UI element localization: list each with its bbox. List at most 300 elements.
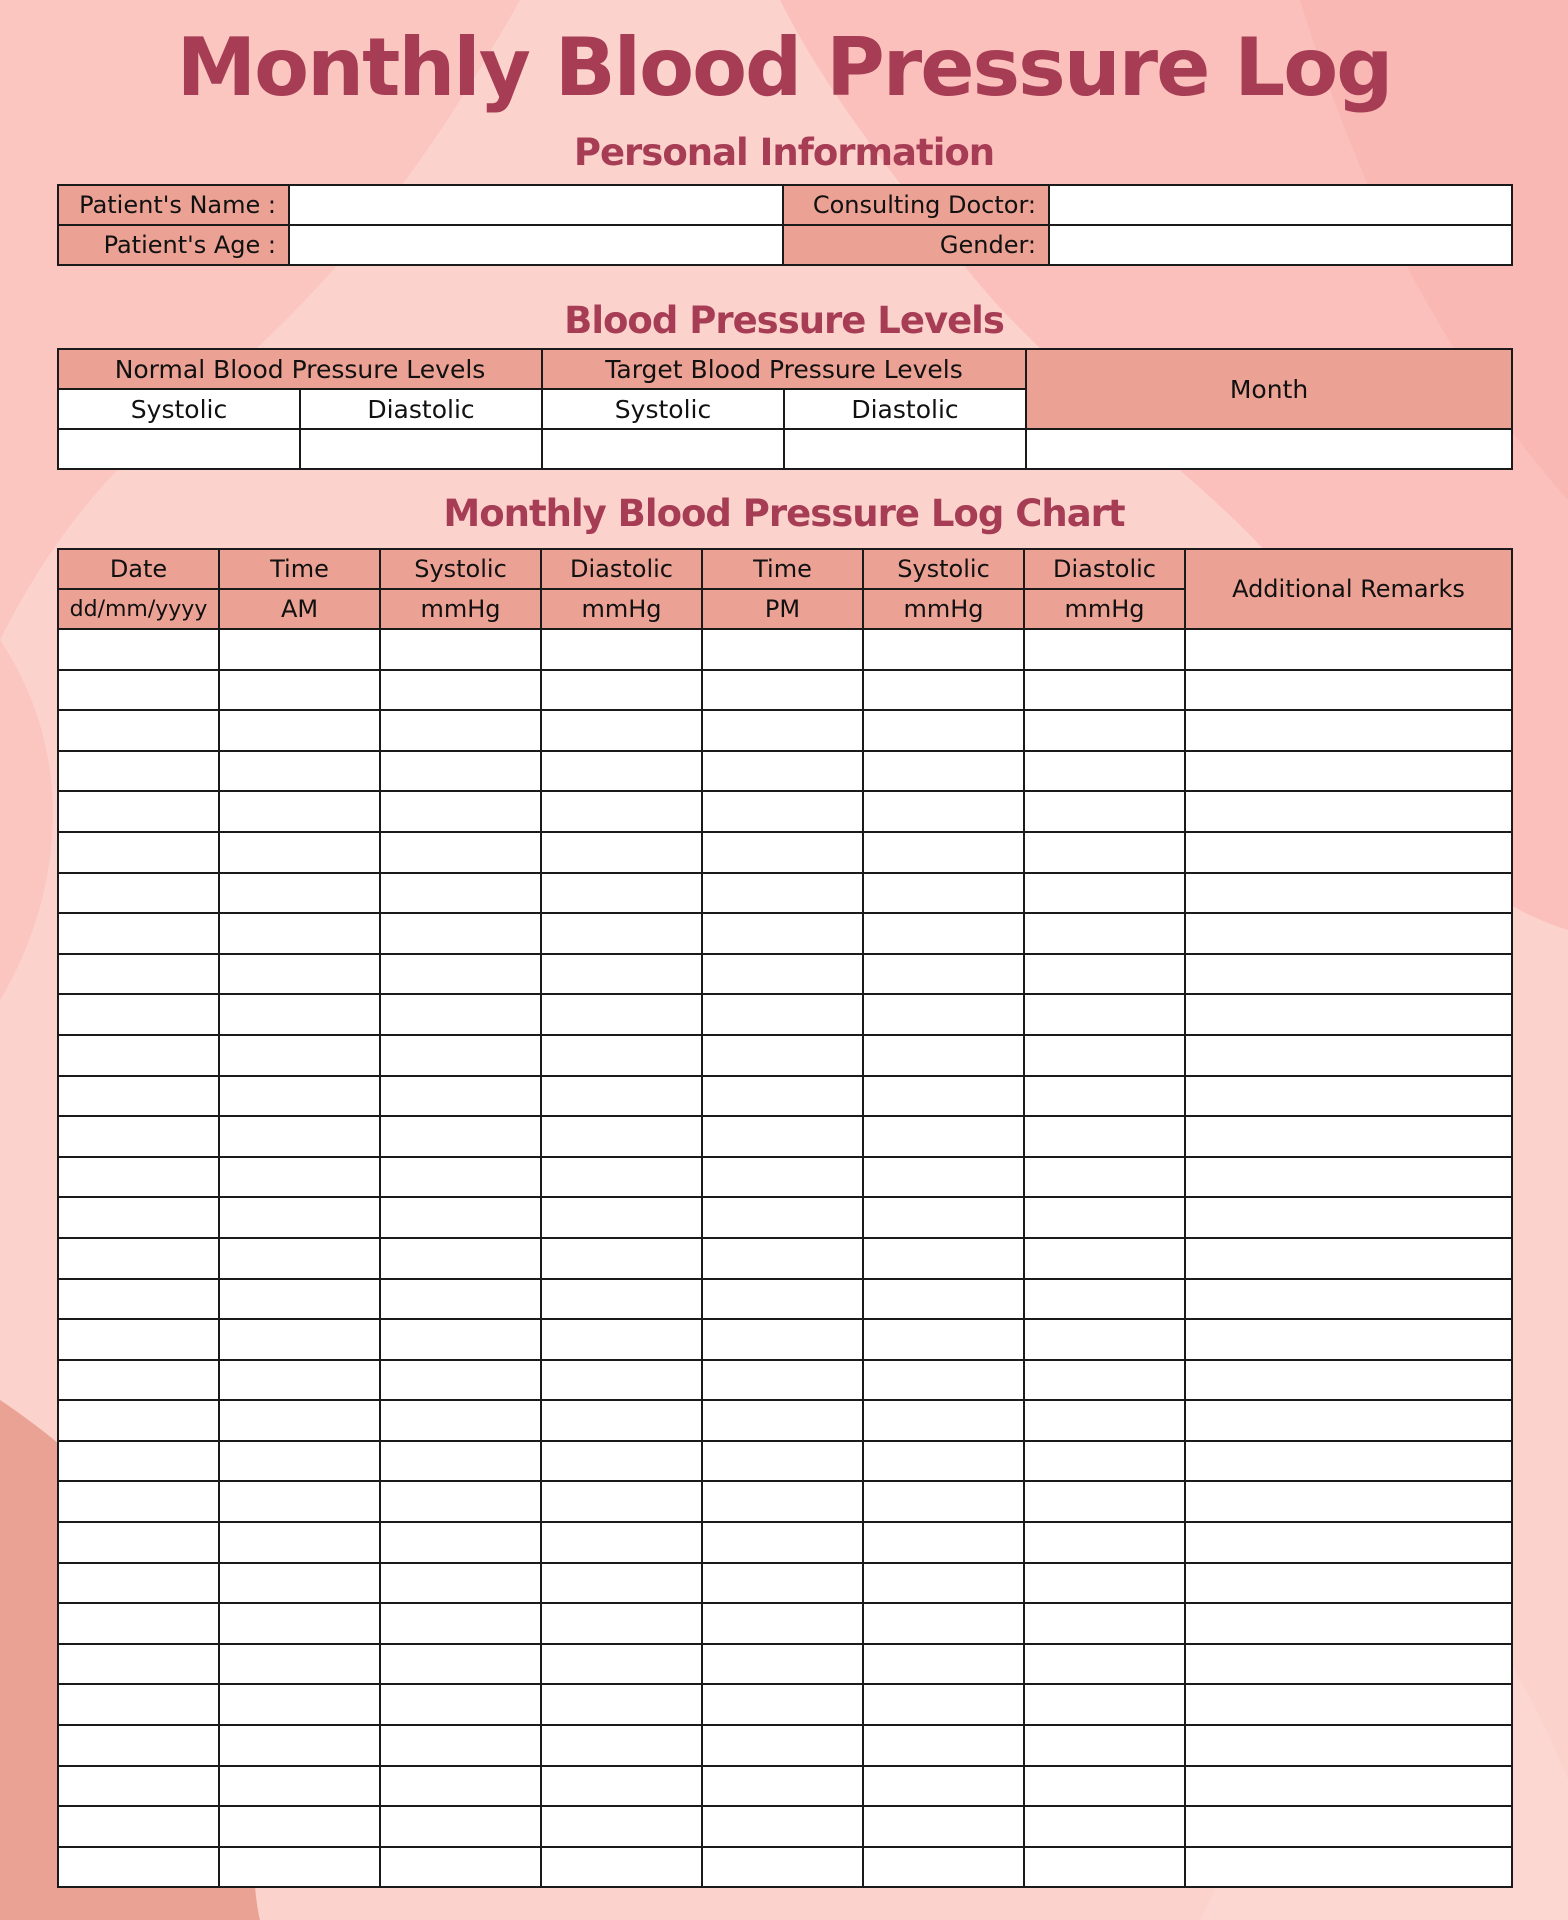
am-systolic-cell[interactable] (380, 1116, 541, 1157)
am-systolic-cell[interactable] (380, 832, 541, 873)
date-cell[interactable] (58, 1603, 219, 1644)
time-am-cell[interactable] (219, 1319, 380, 1360)
remarks-cell[interactable] (1185, 1481, 1512, 1522)
date-cell[interactable] (58, 1157, 219, 1198)
am-diastolic-cell[interactable] (541, 1319, 702, 1360)
log-row (58, 913, 1512, 954)
am-systolic-cell[interactable] (380, 913, 541, 954)
pm-systolic-cell[interactable] (863, 1319, 1024, 1360)
am-diastolic-cell[interactable] (541, 751, 702, 792)
remarks-cell[interactable] (1185, 1319, 1512, 1360)
remarks-cell[interactable] (1185, 913, 1512, 954)
date-cell[interactable] (58, 1563, 219, 1604)
target-diastolic-header: Diastolic (784, 389, 1026, 429)
pm-systolic-cell[interactable] (863, 913, 1024, 954)
am-systolic-cell[interactable] (380, 670, 541, 711)
time-pm-cell[interactable] (702, 1319, 863, 1360)
am-diastolic-cell[interactable] (541, 1481, 702, 1522)
am-diastolic-cell[interactable] (541, 629, 702, 670)
pm-diastolic-cell[interactable] (1024, 1360, 1185, 1401)
pm-diastolic-cell[interactable] (1024, 751, 1185, 792)
am-diastolic-cell[interactable] (541, 873, 702, 914)
am-systolic-cell[interactable] (380, 1441, 541, 1482)
date-cell[interactable] (58, 1806, 219, 1847)
pm-diastolic-cell[interactable] (1024, 1481, 1185, 1522)
time-pm-cell[interactable] (702, 1725, 863, 1766)
remarks-cell[interactable] (1185, 1847, 1512, 1888)
time-am-cell[interactable] (219, 1766, 380, 1807)
time-am-cell[interactable] (219, 1076, 380, 1117)
pm-systolic-cell[interactable] (863, 994, 1024, 1035)
pm-systolic-unit: mmHg (863, 589, 1024, 629)
time-am-cell[interactable] (219, 1563, 380, 1604)
pm-systolic-cell[interactable] (863, 1481, 1024, 1522)
time-am-cell[interactable] (219, 1279, 380, 1320)
time-pm-cell[interactable] (702, 832, 863, 873)
remarks-cell[interactable] (1185, 1197, 1512, 1238)
am-diastolic-cell[interactable] (541, 791, 702, 832)
am-diastolic-cell[interactable] (541, 832, 702, 873)
date-cell[interactable] (58, 1847, 219, 1888)
patient-name-field[interactable] (289, 185, 783, 225)
pm-systolic-cell[interactable] (863, 1441, 1024, 1482)
blood-pressure-levels-table (57, 348, 1513, 470)
pm-systolic-cell[interactable] (863, 1076, 1024, 1117)
am-systolic-cell[interactable] (380, 1766, 541, 1807)
pm-diastolic-cell[interactable] (1024, 1157, 1185, 1198)
am-diastolic-cell[interactable] (541, 1360, 702, 1401)
pm-systolic-cell[interactable] (863, 670, 1024, 711)
pm-systolic-cell[interactable] (863, 1725, 1024, 1766)
time-am-cell[interactable] (219, 1847, 380, 1888)
time-am-cell[interactable] (219, 1197, 380, 1238)
time-pm-cell[interactable] (702, 1481, 863, 1522)
remarks-cell[interactable] (1185, 994, 1512, 1035)
remarks-cell[interactable] (1185, 1684, 1512, 1725)
time-pm-cell[interactable] (702, 1684, 863, 1725)
pm-systolic-cell[interactable] (863, 1400, 1024, 1441)
date-cell[interactable] (58, 1197, 219, 1238)
am-systolic-cell[interactable] (380, 791, 541, 832)
time-pm-cell[interactable] (702, 1806, 863, 1847)
time-am-cell[interactable] (219, 1644, 380, 1685)
time-pm-cell[interactable] (702, 994, 863, 1035)
pm-diastolic-cell[interactable] (1024, 1603, 1185, 1644)
am-diastolic-cell[interactable] (541, 1522, 702, 1563)
am-diastolic-cell[interactable] (541, 1644, 702, 1685)
am-diastolic-cell[interactable] (541, 994, 702, 1035)
pm-diastolic-cell[interactable] (1024, 913, 1185, 954)
pm-diastolic-cell[interactable] (1024, 1076, 1185, 1117)
pm-systolic-cell[interactable] (863, 1603, 1024, 1644)
time-pm-cell[interactable] (702, 1076, 863, 1117)
remarks-cell[interactable] (1185, 1035, 1512, 1076)
pm-header: PM (702, 589, 863, 629)
pm-diastolic-cell[interactable] (1024, 710, 1185, 751)
remarks-cell[interactable] (1185, 1238, 1512, 1279)
remarks-cell[interactable] (1185, 1563, 1512, 1604)
am-systolic-unit: mmHg (380, 589, 541, 629)
remarks-cell[interactable] (1185, 1279, 1512, 1320)
remarks-cell[interactable] (1185, 1725, 1512, 1766)
date-cell[interactable] (58, 832, 219, 873)
date-cell[interactable] (58, 994, 219, 1035)
remarks-cell[interactable] (1185, 710, 1512, 751)
pm-diastolic-cell[interactable] (1024, 1116, 1185, 1157)
date-cell[interactable] (58, 873, 219, 914)
date-cell[interactable] (58, 1400, 219, 1441)
time-am-cell[interactable] (219, 1481, 380, 1522)
date-cell[interactable] (58, 1279, 219, 1320)
am-systolic-cell[interactable] (380, 1603, 541, 1644)
personal-information-table (57, 184, 1513, 266)
am-diastolic-cell[interactable] (541, 1441, 702, 1482)
log-row (58, 791, 1512, 832)
target-systolic-field[interactable] (542, 429, 784, 469)
am-systolic-cell[interactable] (380, 954, 541, 995)
am-diastolic-cell[interactable] (541, 1806, 702, 1847)
log-row (58, 1360, 1512, 1401)
am-systolic-header: Systolic (380, 549, 541, 589)
pm-diastolic-cell[interactable] (1024, 1238, 1185, 1279)
month-field[interactable] (1026, 429, 1512, 469)
pm-diastolic-cell[interactable] (1024, 629, 1185, 670)
pm-systolic-cell[interactable] (863, 832, 1024, 873)
remarks-cell[interactable] (1185, 1157, 1512, 1198)
log-row (58, 1035, 1512, 1076)
am-systolic-cell[interactable] (380, 629, 541, 670)
am-systolic-cell[interactable] (380, 1806, 541, 1847)
remarks-cell[interactable] (1185, 1644, 1512, 1685)
pm-diastolic-cell[interactable] (1024, 1644, 1185, 1685)
date-cell[interactable] (58, 1684, 219, 1725)
log-row (58, 1806, 1512, 1847)
pm-diastolic-cell[interactable] (1024, 994, 1185, 1035)
time-pm-cell[interactable] (702, 913, 863, 954)
am-systolic-cell[interactable] (380, 1319, 541, 1360)
pm-diastolic-cell[interactable] (1024, 1522, 1185, 1563)
am-systolic-cell[interactable] (380, 994, 541, 1035)
date-format-header: dd/mm/yyyy (58, 589, 219, 629)
date-cell[interactable] (58, 751, 219, 792)
am-diastolic-cell[interactable] (541, 1076, 702, 1117)
am-diastolic-cell[interactable] (541, 1238, 702, 1279)
date-cell[interactable] (58, 1766, 219, 1807)
pm-systolic-cell[interactable] (863, 751, 1024, 792)
remarks-cell[interactable] (1185, 1116, 1512, 1157)
time-am-cell[interactable] (219, 954, 380, 995)
time-pm-cell[interactable] (702, 1360, 863, 1401)
am-systolic-cell[interactable] (380, 710, 541, 751)
time-am-cell[interactable] (219, 670, 380, 711)
pm-diastolic-cell[interactable] (1024, 1279, 1185, 1320)
log-row (58, 1400, 1512, 1441)
log-row (58, 954, 1512, 995)
additional-remarks-header: Additional Remarks (1185, 549, 1512, 629)
pm-systolic-cell[interactable] (863, 1157, 1024, 1198)
remarks-cell[interactable] (1185, 629, 1512, 670)
date-cell[interactable] (58, 1116, 219, 1157)
log-row (58, 670, 1512, 711)
pm-systolic-cell[interactable] (863, 1684, 1024, 1725)
pm-systolic-cell[interactable] (863, 710, 1024, 751)
pm-systolic-cell[interactable] (863, 629, 1024, 670)
time-am-cell[interactable] (219, 1157, 380, 1198)
time-am-cell[interactable] (219, 1238, 380, 1279)
am-systolic-cell[interactable] (380, 1035, 541, 1076)
pm-diastolic-cell[interactable] (1024, 1766, 1185, 1807)
am-systolic-cell[interactable] (380, 1563, 541, 1604)
pm-systolic-cell[interactable] (863, 1116, 1024, 1157)
time-pm-cell[interactable] (702, 1116, 863, 1157)
pm-systolic-cell[interactable] (863, 791, 1024, 832)
date-cell[interactable] (58, 791, 219, 832)
time-am-cell[interactable] (219, 1360, 380, 1401)
gender-field[interactable] (1049, 225, 1512, 265)
date-cell[interactable] (58, 1238, 219, 1279)
log-entries (58, 629, 1512, 1887)
date-cell[interactable] (58, 1035, 219, 1076)
time-am-cell[interactable] (219, 791, 380, 832)
am-diastolic-cell[interactable] (541, 1847, 702, 1888)
pm-diastolic-cell[interactable] (1024, 1684, 1185, 1725)
date-cell[interactable] (58, 1076, 219, 1117)
pm-diastolic-cell[interactable] (1024, 1725, 1185, 1766)
time-pm-cell[interactable] (702, 1035, 863, 1076)
month-header: Month (1026, 349, 1512, 429)
pm-diastolic-cell[interactable] (1024, 791, 1185, 832)
am-systolic-cell[interactable] (380, 1644, 541, 1685)
time-pm-cell[interactable] (702, 670, 863, 711)
time-am-cell[interactable] (219, 1522, 380, 1563)
time-pm-header: Time (702, 549, 863, 589)
remarks-cell[interactable] (1185, 1360, 1512, 1401)
am-systolic-cell[interactable] (380, 1481, 541, 1522)
pm-systolic-cell[interactable] (863, 1766, 1024, 1807)
time-pm-cell[interactable] (702, 1197, 863, 1238)
time-pm-cell[interactable] (702, 1603, 863, 1644)
am-systolic-cell[interactable] (380, 1238, 541, 1279)
date-cell[interactable] (58, 629, 219, 670)
time-am-cell[interactable] (219, 994, 380, 1035)
log-row (58, 873, 1512, 914)
log-row (58, 1766, 1512, 1807)
pm-systolic-cell[interactable] (863, 1563, 1024, 1604)
time-am-cell[interactable] (219, 1116, 380, 1157)
time-pm-cell[interactable] (702, 1441, 863, 1482)
time-pm-cell[interactable] (702, 1766, 863, 1807)
pm-systolic-cell[interactable] (863, 1279, 1024, 1320)
time-am-cell[interactable] (219, 629, 380, 670)
am-systolic-cell[interactable] (380, 1522, 541, 1563)
pm-diastolic-cell[interactable] (1024, 954, 1185, 995)
pm-diastolic-cell[interactable] (1024, 1806, 1185, 1847)
pm-systolic-cell[interactable] (863, 1522, 1024, 1563)
time-am-cell[interactable] (219, 913, 380, 954)
time-am-cell[interactable] (219, 1806, 380, 1847)
am-systolic-cell[interactable] (380, 1400, 541, 1441)
date-cell[interactable] (58, 710, 219, 751)
time-am-cell[interactable] (219, 1400, 380, 1441)
patient-age-label: Patient's Age : (58, 225, 289, 265)
log-row (58, 1603, 1512, 1644)
am-diastolic-cell[interactable] (541, 913, 702, 954)
remarks-cell[interactable] (1185, 1441, 1512, 1482)
pm-systolic-cell[interactable] (863, 1644, 1024, 1685)
time-am-cell[interactable] (219, 832, 380, 873)
consulting-doctor-field[interactable] (1049, 185, 1512, 225)
time-pm-cell[interactable] (702, 629, 863, 670)
time-pm-cell[interactable] (702, 1847, 863, 1888)
am-systolic-cell[interactable] (380, 1725, 541, 1766)
pm-diastolic-cell[interactable] (1024, 1563, 1185, 1604)
pm-systolic-cell[interactable] (863, 1035, 1024, 1076)
date-cell[interactable] (58, 1522, 219, 1563)
pm-diastolic-cell[interactable] (1024, 1319, 1185, 1360)
am-diastolic-cell[interactable] (541, 710, 702, 751)
pm-diastolic-cell[interactable] (1024, 1035, 1185, 1076)
remarks-cell[interactable] (1185, 670, 1512, 711)
am-diastolic-cell[interactable] (541, 1197, 702, 1238)
levels-header-row (58, 349, 1512, 389)
remarks-cell[interactable] (1185, 1076, 1512, 1117)
am-diastolic-cell[interactable] (541, 1684, 702, 1725)
pm-systolic-cell[interactable] (863, 1847, 1024, 1888)
pm-systolic-cell[interactable] (863, 1238, 1024, 1279)
date-cell[interactable] (58, 1481, 219, 1522)
log-chart-table (57, 548, 1513, 1888)
remarks-cell[interactable] (1185, 873, 1512, 914)
gender-label: Gender: (783, 225, 1049, 265)
time-pm-cell[interactable] (702, 791, 863, 832)
am-diastolic-cell[interactable] (541, 1400, 702, 1441)
normal-systolic-header: Systolic (58, 389, 300, 429)
pm-systolic-cell[interactable] (863, 1806, 1024, 1847)
time-am-cell[interactable] (219, 1725, 380, 1766)
am-diastolic-cell[interactable] (541, 1725, 702, 1766)
date-cell[interactable] (58, 954, 219, 995)
date-cell[interactable] (58, 1441, 219, 1482)
log-row (58, 1684, 1512, 1725)
normal-systolic-field[interactable] (58, 429, 300, 469)
remarks-cell[interactable] (1185, 751, 1512, 792)
date-cell[interactable] (58, 1319, 219, 1360)
log-row (58, 1725, 1512, 1766)
time-pm-cell[interactable] (702, 1157, 863, 1198)
am-diastolic-cell[interactable] (541, 1603, 702, 1644)
remarks-cell[interactable] (1185, 791, 1512, 832)
log-row (58, 1319, 1512, 1360)
time-pm-cell[interactable] (702, 1279, 863, 1320)
patient-age-field[interactable] (289, 225, 783, 265)
time-pm-cell[interactable] (702, 1522, 863, 1563)
pm-systolic-cell[interactable] (863, 1197, 1024, 1238)
time-am-cell[interactable] (219, 751, 380, 792)
pm-systolic-cell[interactable] (863, 1360, 1024, 1401)
log-row (58, 1197, 1512, 1238)
time-am-header: Time (219, 549, 380, 589)
remarks-cell[interactable] (1185, 1522, 1512, 1563)
date-cell[interactable] (58, 1360, 219, 1401)
time-am-cell[interactable] (219, 1441, 380, 1482)
time-pm-cell[interactable] (702, 954, 863, 995)
date-cell[interactable] (58, 1725, 219, 1766)
am-systolic-cell[interactable] (380, 1157, 541, 1198)
pm-diastolic-cell[interactable] (1024, 670, 1185, 711)
am-systolic-cell[interactable] (380, 873, 541, 914)
am-systolic-cell[interactable] (380, 1847, 541, 1888)
am-diastolic-cell[interactable] (541, 1563, 702, 1604)
time-pm-cell[interactable] (702, 873, 863, 914)
am-diastolic-cell[interactable] (541, 1157, 702, 1198)
am-systolic-cell[interactable] (380, 1360, 541, 1401)
normal-diastolic-field[interactable] (300, 429, 542, 469)
am-diastolic-cell[interactable] (541, 1035, 702, 1076)
am-systolic-cell[interactable] (380, 1197, 541, 1238)
log-row (58, 1441, 1512, 1482)
time-pm-cell[interactable] (702, 710, 863, 751)
date-cell[interactable] (58, 913, 219, 954)
remarks-cell[interactable] (1185, 832, 1512, 873)
time-pm-cell[interactable] (702, 1644, 863, 1685)
log-row (58, 710, 1512, 751)
remarks-cell[interactable] (1185, 1400, 1512, 1441)
info-row (58, 225, 1512, 265)
pm-diastolic-cell[interactable] (1024, 1441, 1185, 1482)
pm-systolic-cell[interactable] (863, 954, 1024, 995)
log-row (58, 1563, 1512, 1604)
time-pm-cell[interactable] (702, 1400, 863, 1441)
blood-pressure-levels-heading: Blood Pressure Levels (564, 299, 1004, 342)
info-row (58, 185, 1512, 225)
pm-diastolic-cell[interactable] (1024, 1400, 1185, 1441)
time-am-cell[interactable] (219, 1603, 380, 1644)
pm-diastolic-cell[interactable] (1024, 1847, 1185, 1888)
am-systolic-cell[interactable] (380, 1279, 541, 1320)
time-am-cell[interactable] (219, 1684, 380, 1725)
time-pm-cell[interactable] (702, 1238, 863, 1279)
remarks-cell[interactable] (1185, 954, 1512, 995)
am-diastolic-cell[interactable] (541, 1766, 702, 1807)
remarks-cell[interactable] (1185, 1806, 1512, 1847)
remarks-cell[interactable] (1185, 1766, 1512, 1807)
date-header: Date (58, 549, 219, 589)
time-am-cell[interactable] (219, 873, 380, 914)
pm-diastolic-cell[interactable] (1024, 873, 1185, 914)
pm-diastolic-cell[interactable] (1024, 832, 1185, 873)
am-diastolic-cell[interactable] (541, 670, 702, 711)
pm-systolic-cell[interactable] (863, 873, 1024, 914)
time-pm-cell[interactable] (702, 1563, 863, 1604)
target-diastolic-field[interactable] (784, 429, 1026, 469)
am-header: AM (219, 589, 380, 629)
date-cell[interactable] (58, 670, 219, 711)
time-pm-cell[interactable] (702, 751, 863, 792)
date-cell[interactable] (58, 1644, 219, 1685)
time-am-cell[interactable] (219, 710, 380, 751)
am-diastolic-cell[interactable] (541, 1116, 702, 1157)
am-diastolic-cell[interactable] (541, 1279, 702, 1320)
am-systolic-cell[interactable] (380, 751, 541, 792)
levels-value-row (58, 429, 1512, 469)
am-diastolic-cell[interactable] (541, 954, 702, 995)
target-systolic-header: Systolic (542, 389, 784, 429)
pm-diastolic-cell[interactable] (1024, 1197, 1185, 1238)
time-am-cell[interactable] (219, 1035, 380, 1076)
am-systolic-cell[interactable] (380, 1684, 541, 1725)
remarks-cell[interactable] (1185, 1603, 1512, 1644)
am-systolic-cell[interactable] (380, 1076, 541, 1117)
